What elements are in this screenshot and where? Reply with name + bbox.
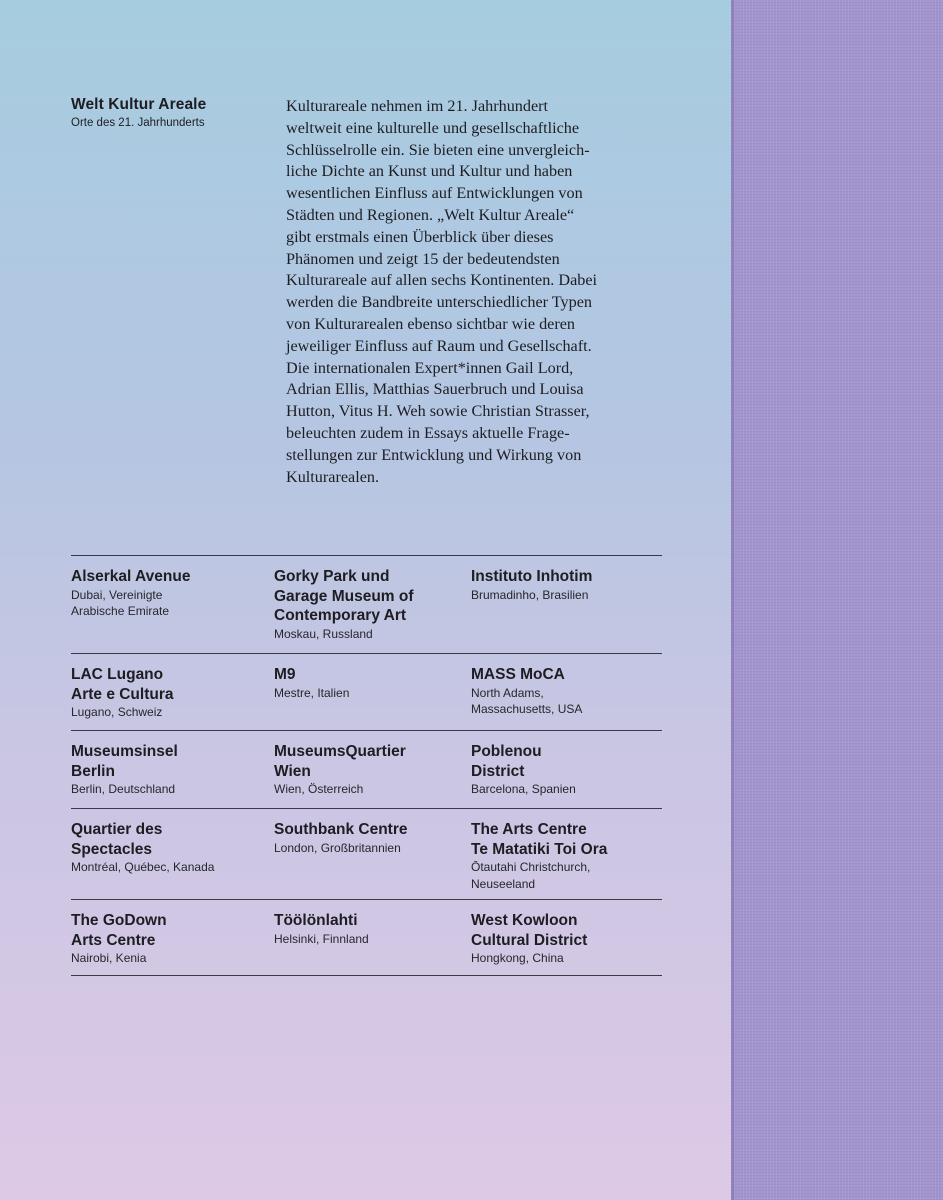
site-name: West Kowloon Cultural District <box>471 912 588 949</box>
table-row <box>71 808 662 899</box>
site-name: Alserkal Avenue <box>71 568 191 585</box>
site-location: Mestre, Italien <box>274 685 350 700</box>
site-location: Ōtautahi Christchurch, Neuseeland <box>471 860 591 891</box>
site-name: Southbank Centre <box>274 821 408 838</box>
blurb-line: weltweit eine kulturelle und gesellschaftliche <box>286 118 580 137</box>
site-name: Gorky Park und Garage Museum of Contemporary Art <box>274 568 414 624</box>
blurb-line: Hutton, Vitus H. Weh sowie Christian Strasser, <box>286 402 590 421</box>
blurb-line: liche Dichte an Kunst und Kultur und haben <box>286 162 573 181</box>
site-entry <box>274 567 414 642</box>
site-name: Instituto Inhotim <box>471 568 593 585</box>
blurb-line: Phänomen und zeigt 15 der bedeutendsten <box>286 249 560 268</box>
site-location: Lugano, Schweiz <box>71 705 163 719</box>
site-location: Dubai, Vereinigte Arabische Emirate <box>71 587 170 618</box>
site-location: North Adams, Massachusetts, USA <box>471 685 583 716</box>
table-row <box>71 899 662 976</box>
blurb-line: Adrian Ellis, Matthias Sauerbruch und Louisa <box>286 380 584 399</box>
site-location: Nairobi, Kenia <box>71 951 147 965</box>
site-name: MASS MoCA <box>471 666 565 683</box>
blurb-line: beleuchten zudem in Essays aktuelle Frage- <box>286 423 570 442</box>
blurb-line: Schlüsselrolle ein. Sie bieten eine unvergleich- <box>286 140 590 159</box>
site-entry <box>471 911 587 967</box>
spine-edge <box>731 0 734 1200</box>
site-location: London, Großbritannien <box>274 840 401 855</box>
table-row <box>71 653 662 730</box>
site-name: Museumsinsel Berlin <box>71 743 178 780</box>
blurb-line: Kulturareale auf allen sechs Kontinenten. Dabei <box>286 271 598 290</box>
blurb-text <box>286 96 686 488</box>
site-entry <box>471 742 576 798</box>
site-entry <box>274 911 369 947</box>
site-name: Töölönlahti <box>274 912 358 929</box>
site-location: Wien, Österreich <box>274 782 364 796</box>
site-entry <box>274 820 407 856</box>
blurb-line: Städten und Regionen. „Welt Kultur Areale“ <box>286 205 575 224</box>
site-name: LAC Lugano Arte e Cultura <box>71 666 174 703</box>
site-name: MuseumsQuartier Wien <box>274 743 406 780</box>
site-entry <box>71 665 174 721</box>
site-location: Berlin, Deutschland <box>71 782 176 796</box>
site-location: Helsinki, Finnland <box>274 931 369 946</box>
site-entry <box>71 820 214 876</box>
site-name: The GoDown Arts Centre <box>71 912 167 949</box>
blurb-line: gibt erstmals einen Überblick über dieses <box>286 227 554 246</box>
site-location: Brumadinho, Brasilien <box>471 587 589 602</box>
site-location: Moskau, Russland <box>274 626 373 641</box>
sites-table <box>71 555 662 976</box>
table-row <box>71 730 662 808</box>
site-location: Barcelona, Spanien <box>471 782 576 796</box>
table-row <box>71 555 662 653</box>
site-entry <box>274 665 349 701</box>
blurb-line: jeweiliger Einfluss auf Raum und Gesellschaft. <box>286 336 592 355</box>
book-subtitle: Orte des 21. Jahrhunderts <box>71 117 205 129</box>
blurb-line: von Kulturarealen ebenso sichtbar wie deren <box>286 314 576 333</box>
site-entry <box>71 742 178 798</box>
site-entry <box>471 665 582 718</box>
site-entry <box>471 820 607 892</box>
site-name: Quartier des Spectacles <box>71 821 163 858</box>
site-name: The Arts Centre Te Matatiki Toi Ora <box>471 821 608 858</box>
blurb-line: Kulturareale nehmen im 21. Jahrhundert <box>286 97 549 115</box>
book-title: Welt Kultur Areale <box>71 96 207 113</box>
blurb-line: wesentlichen Einfluss auf Entwicklungen von <box>286 184 583 203</box>
blurb-line: stellungen zur Entwicklung und Wirkung von <box>286 445 582 464</box>
blurb-line: Die internationalen Expert*innen Gail Lord, <box>286 358 574 377</box>
site-entry <box>71 911 167 967</box>
site-location: Hongkong, China <box>471 951 564 965</box>
site-entry <box>71 567 190 620</box>
site-entry <box>274 742 406 798</box>
book-spine <box>731 0 943 1200</box>
site-name: M9 <box>274 666 296 683</box>
blurb-line: werden die Bandbreite unterschiedlicher Typen <box>286 293 593 312</box>
site-location: Montréal, Québec, Kanada <box>71 860 215 874</box>
site-entry <box>471 567 592 603</box>
blurb-line: Kulturarealen. <box>286 467 380 486</box>
site-name: Poblenou District <box>471 743 542 780</box>
